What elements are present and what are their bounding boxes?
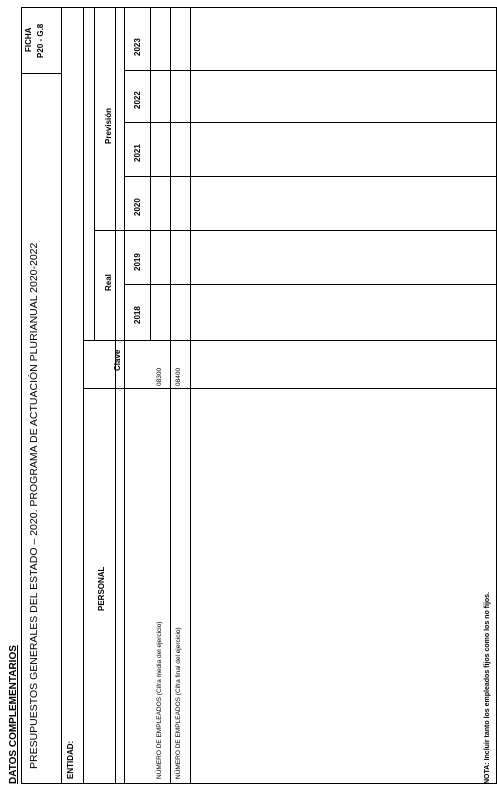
footer-note: NOTA: Incluir tanto los empleados fijos como los no fijos.	[484, 592, 491, 784]
year-2021: 2021	[133, 144, 142, 162]
entidad-label: ENTIDAD:	[66, 740, 75, 779]
year-2023: 2023	[133, 38, 142, 56]
year-2022: 2022	[133, 91, 142, 109]
ficha-label: FICHA	[24, 27, 33, 52]
year-2020: 2020	[133, 198, 142, 216]
clave-header: Clave	[113, 349, 122, 371]
year-2018: 2018	[133, 306, 142, 324]
ficha-code: P20 - G.8	[36, 23, 45, 58]
real-header: Real	[104, 274, 113, 291]
personal-header: PERSONAL	[97, 566, 106, 611]
section-heading: DATOS COMPLEMENTARIOS	[8, 645, 19, 784]
prevision-header: Previsión	[104, 107, 113, 144]
row-label-2: NÚMERO DE EMPLEADOS (Cifra final del ejercicio)	[175, 627, 182, 779]
form-frame	[21, 7, 497, 784]
form-title: PRESUPUESTOS GENERALES DEL ESTADO – 2020. PROGRAMA DE ACTUACIÓN PLURIANUAL 2020-2022	[28, 242, 40, 769]
row-clave-2: 08400	[175, 367, 182, 386]
row-clave-1: 08300	[156, 367, 163, 386]
year-2019: 2019	[133, 253, 142, 271]
row-label-1: NÚMERO DE EMPLEADOS (Cifra media del ejercicio)	[156, 621, 163, 779]
